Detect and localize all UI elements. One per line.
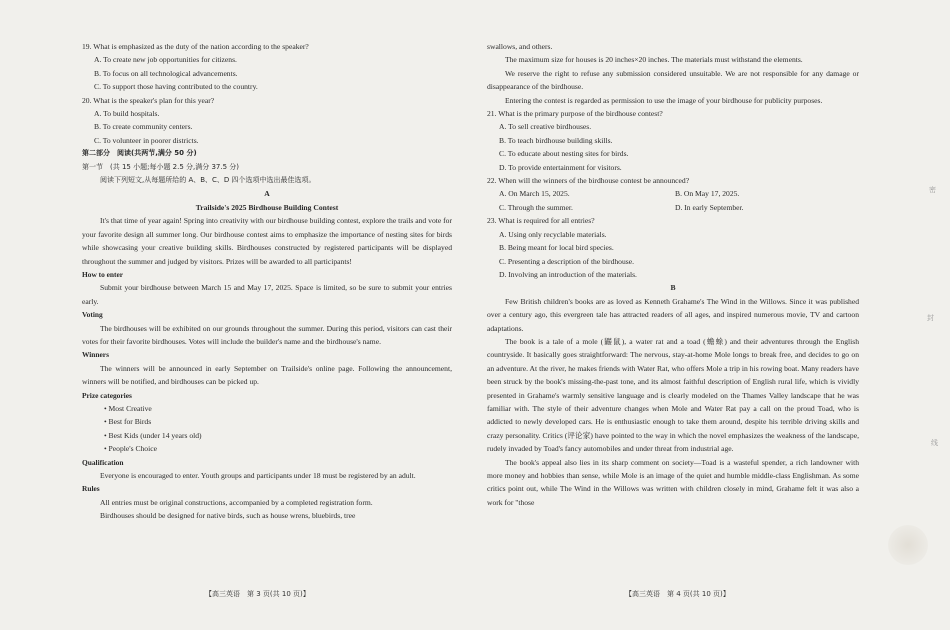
margin-mark-feng: 封 bbox=[927, 314, 934, 322]
rules-text-1: All entries must be original constructions, accompanied by a completed registration form. bbox=[100, 497, 373, 507]
winners-heading: Winners bbox=[82, 350, 109, 360]
q22-option-d: D. In early September. bbox=[675, 202, 744, 212]
prize-item: • Best Kids (under 14 years old) bbox=[104, 430, 202, 440]
intro-paragraph: It's that time of year again! Spring into creativity with our birdhouse building contest, explore the trails and vote for your favorite design all summer long. Our birdhouse contest aims to emphasize the importance of nesting sites for birds while showcasing your creative building skills. Birdhouses constructed by registered participants will be displayed throughout the summer and judged by visitors. Prizes will be awarded to all participants! bbox=[82, 216, 452, 266]
rules-continuation: swallows, and others. bbox=[487, 42, 553, 51]
q22-options-row-2 bbox=[487, 201, 859, 214]
q19-option-c: C. To support those having contributed to the country. bbox=[94, 82, 258, 92]
right-column bbox=[487, 40, 859, 509]
left-column bbox=[82, 40, 452, 523]
prize-categories-heading: Prize categories bbox=[82, 390, 132, 400]
paper-smudge bbox=[888, 525, 928, 565]
q22-option-a: A. On March 15, 2025. bbox=[499, 189, 570, 199]
passage-b-letter: B bbox=[670, 283, 676, 293]
how-to-enter-heading: How to enter bbox=[82, 269, 124, 279]
voting-heading: Voting bbox=[82, 310, 103, 320]
q22-options-row-1 bbox=[487, 187, 859, 200]
q20-option-b: B. To create community centers. bbox=[94, 122, 193, 132]
q23-option-d: D. Involving an introduction of the materials. bbox=[499, 269, 637, 279]
right-page-footer: 【高三英语 第 4 页(共 10 页)】 bbox=[625, 590, 730, 598]
q23-option-a: A. Using only recyclable materials. bbox=[499, 229, 607, 239]
q21-option-c: C. To educate about nesting sites for birds. bbox=[499, 149, 629, 159]
q23-option-c: C. Presenting a description of the birdhouse. bbox=[499, 256, 634, 266]
passage-a-letter: A bbox=[264, 189, 270, 199]
q22-option-c: C. Through the summer. bbox=[499, 202, 573, 212]
q20-option-c: C. To volunteer in poorer districts. bbox=[94, 135, 199, 145]
passage-b-paragraph-1: Few British children's books are as loved as Kenneth Grahame's The Wind in the Willows. Since it was published over a century ago, this evergreen tale has attracted readers of all ages, and inspired numerous movie, TV and cartoon adaptations. bbox=[487, 296, 859, 333]
passage-b-paragraph-3: The book's appeal also lies in its sharp comment on society—Toad is a wasteful spender, a rich landowner with more money and hobbies than sense, while Mole is an image of the quiet and humble middle-class Englishman. As some critics point out, while The Wind in the Willows was written with children closely in mind, Grahame felt it was also a work for "those bbox=[487, 457, 859, 507]
q19-option-a: A. To create new job opportunities for citizens. bbox=[94, 55, 237, 65]
margin-mark-xian: 线 bbox=[931, 439, 938, 447]
margin-mark-mi: 密 bbox=[929, 186, 936, 194]
passage-title: Trailside's 2025 Birdhouse Building Contest bbox=[195, 202, 339, 212]
q23-option-b: B. Being meant for local bird species. bbox=[499, 243, 614, 253]
permission-text: Entering the contest is regarded as permission to use the image of your birdhouse for publicity purposes. bbox=[505, 95, 823, 105]
q19-option-b: B. To focus on all technological advancements. bbox=[94, 68, 238, 78]
prize-item: • Most Creative bbox=[104, 403, 152, 413]
max-size-text: The maximum size for houses is 20 inches×20 inches. The materials must withstand the elements. bbox=[505, 55, 803, 65]
part-two-heading: 第二部分 阅读(共两节,满分 50 分) bbox=[82, 149, 197, 158]
right-page bbox=[475, 0, 950, 630]
q22-option-b: B. On May 17, 2025. bbox=[675, 189, 740, 199]
prize-item: • Best for Birds bbox=[104, 417, 152, 427]
section-one-heading: 第一节 (共 15 小题;每小题 2.5 分,满分 37.5 分) bbox=[82, 162, 240, 171]
question-21: 21. What is the primary purpose of the birdhouse contest? bbox=[487, 109, 663, 119]
qualification-text: Everyone is encouraged to enter. Youth groups and participants under 18 must be registered by an adult. bbox=[100, 471, 416, 480]
instruction: 阅读下列短文,从每题所给的 A、B、C、D 四个选项中选出最佳选项。 bbox=[100, 176, 316, 185]
left-page-footer: 【高三英语 第 3 页(共 10 页)】 bbox=[205, 590, 310, 598]
q21-option-d: D. To provide entertainment for visitors. bbox=[499, 162, 622, 172]
rules-text-2: Birdhouses should be designed for native birds, such as house wrens, bluebirds, tree bbox=[100, 511, 356, 521]
question-20: 20. What is the speaker's plan for this year? bbox=[82, 95, 215, 105]
q21-option-a: A. To sell creative birdhouses. bbox=[499, 122, 592, 132]
qualification-heading: Qualification bbox=[82, 457, 124, 467]
reserve-text: We reserve the right to refuse any submission considered unsuitable. We are not responsible for any damage or disappearance of the birdhouse. bbox=[487, 68, 859, 92]
q21-option-b: B. To teach birdhouse building skills. bbox=[499, 135, 613, 145]
passage-b-paragraph-2: The book is a tale of a mole (鼹鼠), a water rat and a toad (蟾蜍) and their adventures through the English countryside. It basically goes straightforward: The nervous, stay-at-home Mole longs to break free, and decides to go on an adventure. At the river, he makes friends with Water Rat, who offers Mole a trip in his rowing boat. Many readers have been struck by the book's missing-the-past tone, and its almost faithful description of English rural life, which is vividly presented in Grahame's warmly sensitive language and is clearly modeled on the Thames Valley landscape that he was familiar with. The style of their adventure changes when Mole and Water Rat pay a call on the proud Toad, who is addicted to newly developed cars. He is enthusiastic enough to take them around, despite his terrible driving skills and crazy personality. Critics (评论家) have pointed to the way in which the novel emphasizes the weakness of the landscape, rudely invaded by Toad's fancy automobiles and under threat from industrial age. bbox=[487, 336, 859, 454]
question-19: 19. What is emphasized as the duty of the nation according to the speaker? bbox=[82, 42, 309, 51]
q20-option-a: A. To build hospitals. bbox=[94, 109, 160, 119]
how-to-enter-text: Submit your birdhouse between March 15 and May 17, 2025. Space is limited, so be sure to submit your entries early. bbox=[82, 283, 452, 306]
voting-text: The birdhouses will be exhibited on our grounds throughout the summer. During this period, visitors can cast their votes for their favorite birdhouses. Votes will include the builder's name and the birdhouse's name. bbox=[82, 323, 452, 346]
question-23: 23. What is required for all entries? bbox=[487, 216, 595, 226]
question-22: 22. When will the winners of the birdhouse contest be announced? bbox=[487, 176, 690, 186]
winners-text: The winners will be announced in early September on Trailside's online page. Following the announcement, winners will be notified, and birdhouses can be picked up. bbox=[82, 363, 452, 387]
rules-heading: Rules bbox=[82, 484, 100, 494]
prize-item: • People's Choice bbox=[104, 444, 157, 454]
